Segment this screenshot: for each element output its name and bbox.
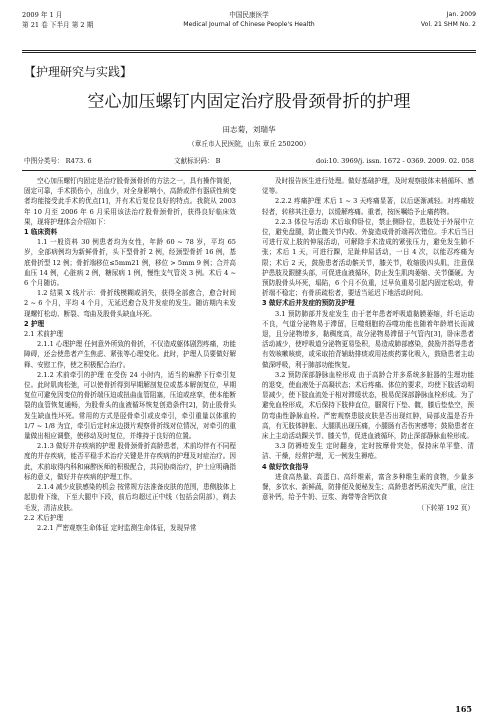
paragraph: 2.2.1 严密观察生命体征 定时监测生命体征，发现异常 xyxy=(37,523,197,532)
header-volume: Jan. 2009 Vol. 21 SHM No. 2 xyxy=(420,11,476,28)
article-title: 空心加压螺钉内固定治疗股骨颈骨折的护理 xyxy=(87,92,411,112)
paragraph: 2.1.2 术前牵引的护理 在受伤 24 小时内，适当的麻醉下行牵引复位。此时肌肉松弛，可以使骨折得到早期解剖复位或基本解剖复位，早期复位可避免因变位的骨折端压迫或扭曲血管阻塞，压迫或痉挛，使本能断裂的血管恢复通畅，为股骨头的血液循环恢复创造条件[2]，防止股骨头发生缺血性坏死。常用的方式是胫骨牵引或皮牵引，牵引重量以体重的 1/7 ~ 1/8 为宜，牵引后定时床边摄片观察骨折线对位情况，对牵引的重量做出相应调整，使移动及时复位，并维持于良好的位置。 xyxy=(24,370,236,441)
subsection-heading: 2.2 术后护理 xyxy=(24,513,63,522)
paragraph: 空心加压螺钉内固定是治疗股骨颈骨折的方法之一，具有操作简便，固定可靠，手术损伤小，出血少，对全身影响小，高龄或伴有器质性病变者均能接受此手术的优点[1]，并有术后复位良好的特点。我院从 2003 年 10 月至 2006 年 6 月采用该法治疗股骨颈骨折，获得良好临床效果，现将护理体会介绍如下： xyxy=(24,177,236,226)
paragraph: 2.1.1 心理护理 任何意外所致的骨折，不仅造成躯体剧烈疼痛，功能障碍，还会使患者产生焦虑、紧张等心理变化。此时，护理人员要做好解释、安慰工作，使之积极配合治疗。 xyxy=(24,340,236,369)
paragraph: 2.2.3 体位与活动 术后取仰卧位，禁止侧卧位，患肢处于外展中立位，避免盘腿，防止髋关节内收、外旋造成骨折端再次错位。手术后当日可进行双上肢的伸展活动，可解除手术造成的紧张压力，避免发生肺不张；术后 1 天，可进行踝，足趾伸屈活动，一日 4 次，以能忍疼痛为限；术后 2 天，鼓励患者活动髌关节，膝关节，收缩股四头肌，注意保护患肢及跟腱头部，可促进血液循环，防止发生肌肉萎缩、关节僵硬。为预防股骨头坏死，塌陷，6 个月不负重，过早负重易引起内固定松动，骨折端不稳定；有骨质疏松者，要适当延迟下地活动时间。 xyxy=(262,217,474,298)
section-heading: 2 护理 xyxy=(24,319,45,328)
header-rule-thin xyxy=(22,52,476,53)
doi: doi:10. 3969/j. issn. 1672 - 0369. 2009. 02. 058 xyxy=(316,157,474,165)
paragraph: 3.2 预防深部静脉血栓形成 由于高龄合并多系统多脏器的生理功能的退变，使血液处于高凝状态；术后疼痛、体位的要求，均使下肢活动明显减少，使下肢血流处于相对滞缓状态，极易促深部静脉血栓形成。为了避免血栓形成，术后保持下肢伸直位，腘窝行下垫、髋，膝后垫垫空，预防弯曲性静脉血栓。严密观察患肢皮肤是否出现红肿，局部皮温是否升高，有无肢体肿胀、大腿肌出现压痛，小腿肠有否伤害感等；鼓励患者在床上主动活动踝关节、膝关节，促进血液循环，防止深部静脉血栓形成。 xyxy=(262,370,474,441)
right-column xyxy=(262,176,474,513)
paragraph: 2.1.4 减少皮肤感染的机会 按常规方法准备皮肤的范围，患侧肢体上起肋骨下缘，下至大腿中下段，前后均超过正中线（包括会阴部），剃去毛发，清洁皮肤。 xyxy=(24,483,236,512)
header-rule xyxy=(22,50,476,51)
paragraph: 3.3 防褥疮发生 定时翻身，定时按摩骨突处，保持床单平整、清洁、干燥，经常护理，无一例发生褥疮。 xyxy=(262,442,474,461)
paragraph: 1.1 一般资料 30 例患者均为女性，年龄 60 ~ 78 岁，平均 65 岁，全部病例均为新鲜骨折，头下型骨折 2 例，经颈型骨折 16 例，基底骨折型 12 例；骨折端移位≤5mm21 例，移位 > 5mm 9 例；合并高血压 14 例，心脏病 2 例，糖尿病 1 例，慢性支气管炎 3 例。术后 4 ~ 6 个月随访。 xyxy=(24,238,236,288)
left-column xyxy=(24,176,236,533)
section-label: 【护理研究与实践】 xyxy=(24,65,133,79)
subsection-heading: 2.1 术前护理 xyxy=(24,330,63,339)
paragraph: 3.1 预防肺部并发症发生 由于老年患者呼吸道黏膜萎缩，纤毛运动不良，气道分泌物易于滞留，巨噬细胞的吞噬功能也随着年龄增长而减退，且分泌物增多，黏稠度高，故分泌物易滞留于气管内[3]，卧床患者活动减少，使呼吸道分泌物更易坠积，易造成肺部感染，鼓励并指导患者有效咳嗽咳痰，或采取拍背辅助排痰或用祛痰药雾化吸入，鼓励患者主动做深呼吸，利于肺部功能恢复。 xyxy=(262,309,474,369)
paragraph: 及时报告医生进行处理。做好基础护理，及时观察肢体末梢循环、感觉等。 xyxy=(262,177,474,196)
paragraph: 2.2.2 疼痛护理 术后 1 ~ 3 天疼痛显著，以后逐渐减轻。对疼痛较轻者，转移其注意力，以缓解疼痛。重者，按医嘱给予止痛药物。 xyxy=(262,197,474,216)
paragraph: 进食高热量、高蛋白、高纤维素，富含多种维生素的食物，少量多餐，多饮水、新鲜蔬，防排便及便秘发生；高龄患者钙质流失严重，应注意补钙，给予牛奶、豆浆、海带等含钙饮食 xyxy=(262,472,474,502)
header-issue: 2009 年 1 月 第 21 卷 下半月 第 2 期 xyxy=(22,11,94,29)
page-number: 165 xyxy=(455,704,472,714)
paragraph: 1.2 结果 X 线片示：骨折线模糊或消失，获得全部愈合，愈合时间 2 ~ 6 个月，平均 4 个月，无延迟愈合及并发症的发生。随访期内未发现螺钉松动、断裂、弯曲及股骨头缺血坏死。 xyxy=(24,289,236,318)
running-header xyxy=(22,10,476,52)
section-heading: 1 临床资料 xyxy=(24,228,58,237)
article-meta xyxy=(24,156,474,168)
clc-number: 中图分类号： R473. 6 xyxy=(24,157,92,165)
header-journal: 中国民康医学 Medical Journal of Chinese People's Health xyxy=(183,11,315,28)
section-heading: 3 做好术后并发症的预防及护理 xyxy=(262,299,355,308)
paragraph: 2.1.3 做好并存疾病的护理 股骨颈骨折高龄患者，术前均伴有不同程度的并存疾病，能否平稳手术治疗关键是并存疾病的护理及对症治疗。因此，术前取得内科和麻醉医师的积极配合，共同协商治疗，护士应明确指标的意义，做好并存疾病的护理工作。 xyxy=(24,442,236,481)
continued-note: （下转第 192 页） xyxy=(417,503,474,512)
affiliation: （章丘市人民医院，山东 章丘 250200） xyxy=(188,140,310,148)
meta-rule xyxy=(22,170,476,171)
document-code: 文献标识码： B xyxy=(174,157,221,165)
section-heading: 4 做好饮食指导 xyxy=(262,462,309,471)
authors: 田志菊，刘瑞华 xyxy=(222,125,276,134)
